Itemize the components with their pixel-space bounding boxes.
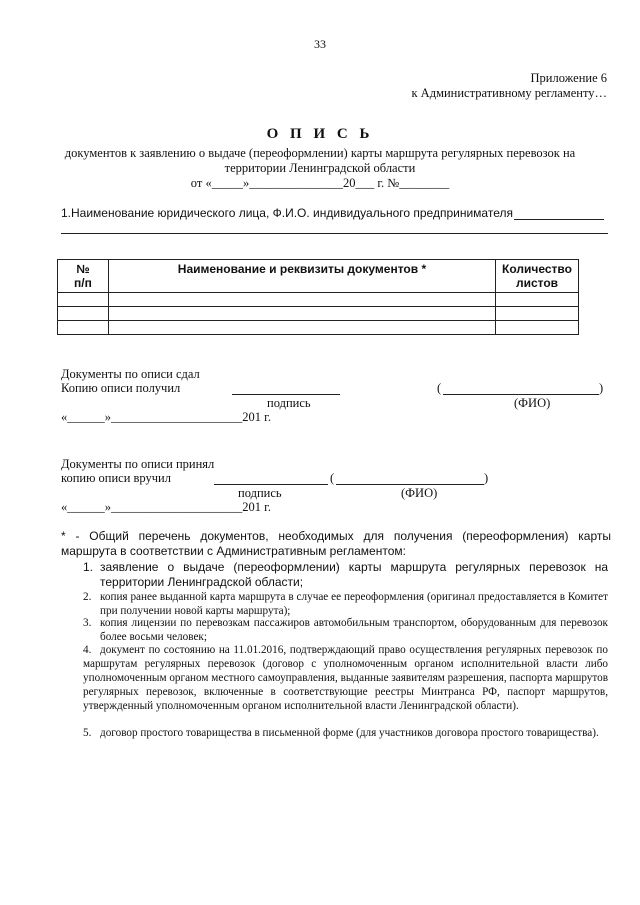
- table-cell[interactable]: [108, 293, 495, 307]
- table-header-row: [58, 260, 579, 293]
- entity-name-field[interactable]: [514, 219, 604, 220]
- appendix-label: Приложение 6: [530, 71, 607, 85]
- accept-received-label: Документы по описи принял: [61, 457, 215, 471]
- document-title: О П И С Ь: [266, 126, 374, 142]
- list-item-number: 2.: [83, 591, 92, 603]
- table-cell[interactable]: [108, 307, 495, 321]
- table-cell[interactable]: [58, 307, 109, 321]
- table-cell[interactable]: [496, 307, 579, 321]
- subtitle-date-line: от «_____»_______________20___ г. №________: [190, 176, 450, 190]
- subtitle-line-1: документов к заявлению о выдаче (переоформлении) карты маршрута регулярных перевозок на: [64, 146, 576, 160]
- page-number: 33: [314, 37, 326, 51]
- accept-signature-caption: подпись: [238, 486, 282, 500]
- fio-open-paren: (: [437, 381, 442, 395]
- list-item-text: договор простого товарищества в письменной форме (для участников договора простого товарищества).: [100, 727, 599, 739]
- list-item-text: заявление о выдаче (переоформлении) карты маршрута регулярных перевозок на территории Ленинградской области;: [100, 560, 608, 589]
- accept-fio-caption: (ФИО): [401, 486, 438, 500]
- handover-fio-caption: (ФИО): [514, 396, 551, 410]
- list-item-text: копия лицензии по перевозкам пассажиров автомобильным транспортом, оборудованным для перевозок более восьми человек;: [100, 617, 608, 643]
- handover-received-label: Копию описи получил: [61, 381, 181, 395]
- list-item: [83, 590, 608, 618]
- fio-close-paren: ): [599, 381, 604, 395]
- column-documents-header: Наименование и реквизиты документов *: [108, 260, 495, 293]
- handover-fio-field[interactable]: [443, 394, 599, 395]
- list-item-number: 5.: [83, 727, 92, 739]
- table-cell[interactable]: [58, 321, 109, 335]
- entity-name-label: 1.Наименование юридического лица, Ф.И.О. индивидуального предпринимателя: [61, 206, 513, 220]
- column-number-header: № п/п: [58, 260, 109, 293]
- handover-submitted-label: Документы по описи сдал: [61, 367, 200, 381]
- list-item: [83, 560, 608, 590]
- column-sheets-header: Количество листов: [496, 260, 579, 293]
- list-item-text: копия ранее выданной карта маршрута в случае ее переоформления (оригинал предоставляется в Комитет при получении новой карты маршрута);: [100, 591, 608, 617]
- handover-signature-caption: подпись: [267, 396, 311, 410]
- accept-handed-label: копию описи вручил: [61, 471, 171, 485]
- list-item-number: 1.: [83, 560, 94, 574]
- fio-open-paren: (: [330, 471, 335, 485]
- table-row: [58, 307, 579, 321]
- table-row: [58, 293, 579, 307]
- table-cell[interactable]: [108, 321, 495, 335]
- table-cell[interactable]: [58, 293, 109, 307]
- handover-signature-field[interactable]: [232, 394, 340, 395]
- appendix-reference: к Административному регламенту…: [411, 86, 607, 100]
- handover-date-line[interactable]: «______»_____________________201 г.: [61, 410, 271, 424]
- list-item: [83, 643, 608, 713]
- list-item-text: документ по состоянию на 11.01.2016, подтверждающий право осуществления регулярных перевозок по маршрутам регулярных перевозок (договор с уполномоченным органом исполнительной власти либо уполномоченным органом местного самоуправления, выданные заявителям разрешения, паспорта маршрутов регулярных перевозок, включенные в соответствующие реестры Минтранса РФ, паспорт маршрутов, утвержденный уполномоченным органом исполнительной власти Ленинградской области).: [83, 644, 608, 712]
- fio-close-paren: ): [484, 471, 489, 485]
- table-row: [58, 321, 579, 335]
- list-item-number: 3.: [83, 617, 92, 629]
- note-intro: * - Общий перечень документов, необходимых для получения (переоформления) карты маршрута в соответствии с Административным регламентом:: [61, 529, 611, 558]
- documents-table: [57, 259, 579, 335]
- list-item-number: 4.: [83, 644, 92, 656]
- accept-date-line[interactable]: «______»_____________________201 г.: [61, 500, 271, 514]
- list-item: [83, 616, 608, 644]
- accept-signature-field[interactable]: [214, 484, 328, 485]
- list-item: [83, 726, 608, 740]
- entity-name-field-continuation[interactable]: [61, 233, 608, 234]
- table-cell[interactable]: [496, 293, 579, 307]
- subtitle-line-2: территории Ленинградской области: [224, 161, 416, 175]
- accept-fio-field[interactable]: [336, 484, 484, 485]
- table-cell[interactable]: [496, 321, 579, 335]
